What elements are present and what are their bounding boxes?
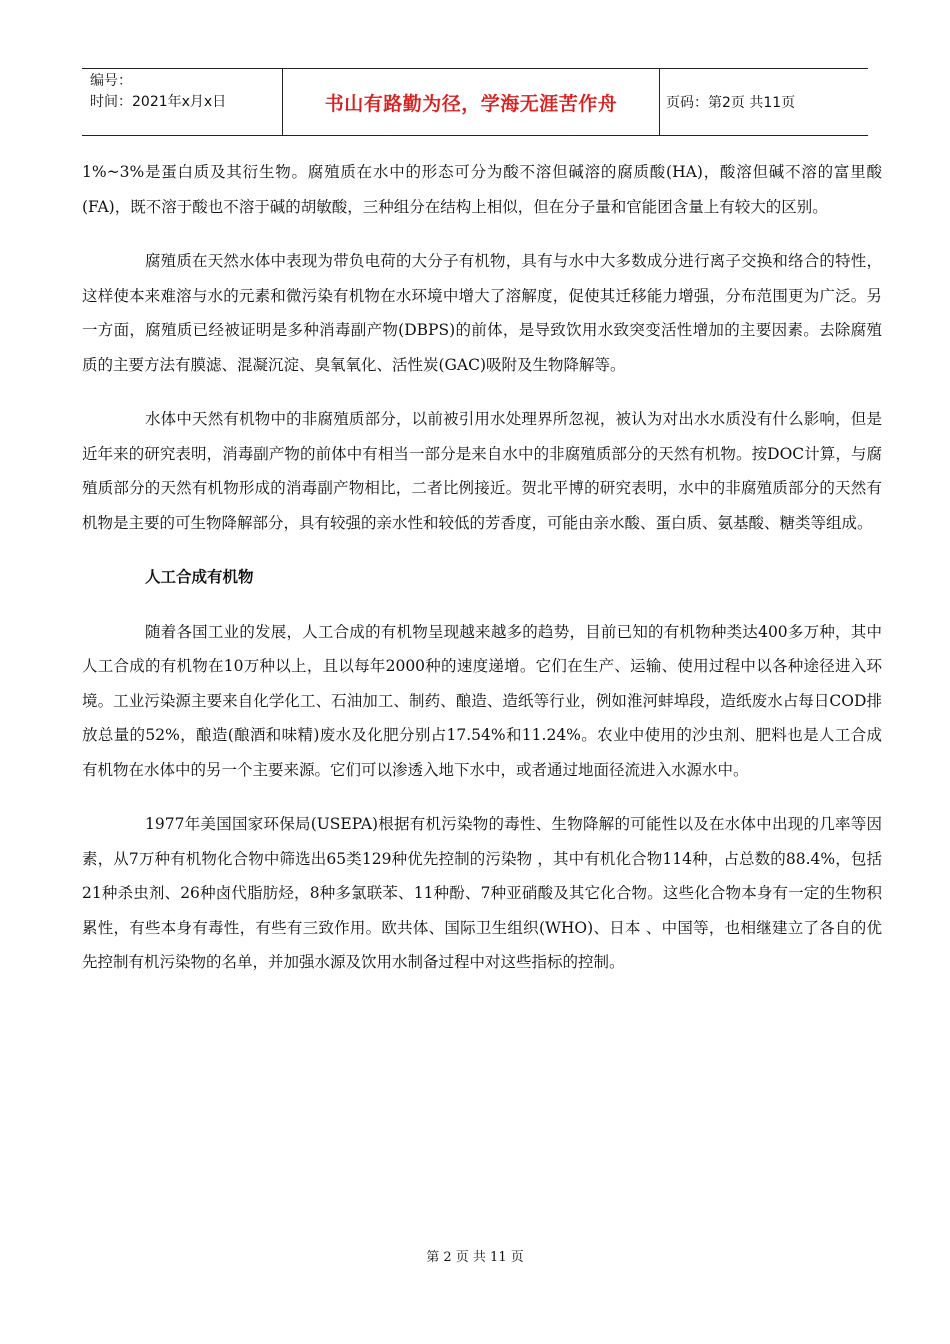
- paragraph: 水体中天然有机物中的非腐殖质部分，以前被引用水处理界所忽视，被认为对出水水质没有什么影响，但是近年来的研究表明，消毒副产物的前体中有相当一部分是来自水中的非腐殖质部分的天然有机物。按DOC计算，与腐殖质部分的天然有机物形成的消毒副产物相比，二者比例接近。贺北平博的研究表明，水中的非腐殖质部分的天然有机物是主要的可生物降解部分，具有较强的亲水性和较低的芳香度，可能由亲水酸、蛋白质、氨基酸、糖类等组成。: [82, 410, 882, 532]
- header-page-info: 页码：第2页 共11页: [666, 95, 796, 111]
- paragraph: 随着各国工业的发展，人工合成的有机物呈现越来越多的趋势，目前已知的有机物种类达400多万种，其中人工合成的有机物在10万种以上，且以每年2000种的速度递增。它们在生产、运输、使用过程中以各种途径进入环境。工业污染源主要来自化学化工、石油加工、制药、酿造、造纸等行业，例如淮河蚌埠段，造纸废水占每日COD排放总量的52%，酿造(酿酒和味精)废水及化肥分别占17.54%和11.24%。农业中使用的沙虫剂、肥料也是人工合成有机物在水体中的另一个主要来源。它们可以渗透入地下水中，或者通过地面径流进入水源水中。: [82, 622, 882, 779]
- document-body: [82, 155, 882, 1000]
- paragraph: 1%~3%是蛋白质及其衍生物。腐殖质在水中的形态可分为酸不溶但碱溶的腐质酸(HA)，酸溶但碱不溶的富里酸(FA)，既不溶于酸也不溶于碱的胡敏酸，三种组分在结构上相似，但在分子量和官能团含量上有较大的区别。: [82, 163, 882, 216]
- document-number-label: 编号：: [90, 73, 132, 89]
- document-time-label: 时间：2021年x月x日: [90, 94, 227, 110]
- document-header: [82, 68, 868, 136]
- paragraph: 腐殖质在天然水体中表现为带负电荷的大分子有机物，具有与水中大多数成分进行离子交换和络合的特性，这样使本来难溶与水的元素和微污染有机物在水环境中增大了溶解度，促使其迁移能力增强，分布范围更为广泛。另一方面，腐殖质已经被证明是多种消毒副产物(DBPS)的前体，是导致饮用水致突变活性增加的主要因素。去除腐殖质的主要方法有膜滤、混凝沉淀、臭氧氧化、活性炭(GAC)吸附及生物降解等。: [82, 252, 882, 374]
- section-heading: 人工合成有机物: [145, 568, 254, 586]
- page-footer: 第 2 页 共 11 页: [426, 1250, 524, 1265]
- header-meta: [82, 69, 282, 135]
- paragraph: 1977年美国国家环保局(USEPA)根据有机污染物的毒性、生物降解的可能性以及在水体中出现的几率等因素，从7万种有机物化合物中筛选出65类129种优先控制的污染物 ，其中有机化合物114种，占总数的88.4%，包括21种杀虫剂、26种卤代脂肪烃，8种多氯联苯、11种酚、7种亚硝酸及其它化合物。这些化合物本身有一定的生物积累性，有些本身有毒性，有些有三致作用。欧共体、国际卫生组织(WHO)、日本 、中国等，也相继建立了各自的优先控制有机污染物的名单，并加强水源及饮用水制备过程中对这些指标的控制。: [82, 815, 882, 971]
- header-motto: 书山有路勤为径，学海无涯苦作舟: [282, 69, 660, 135]
